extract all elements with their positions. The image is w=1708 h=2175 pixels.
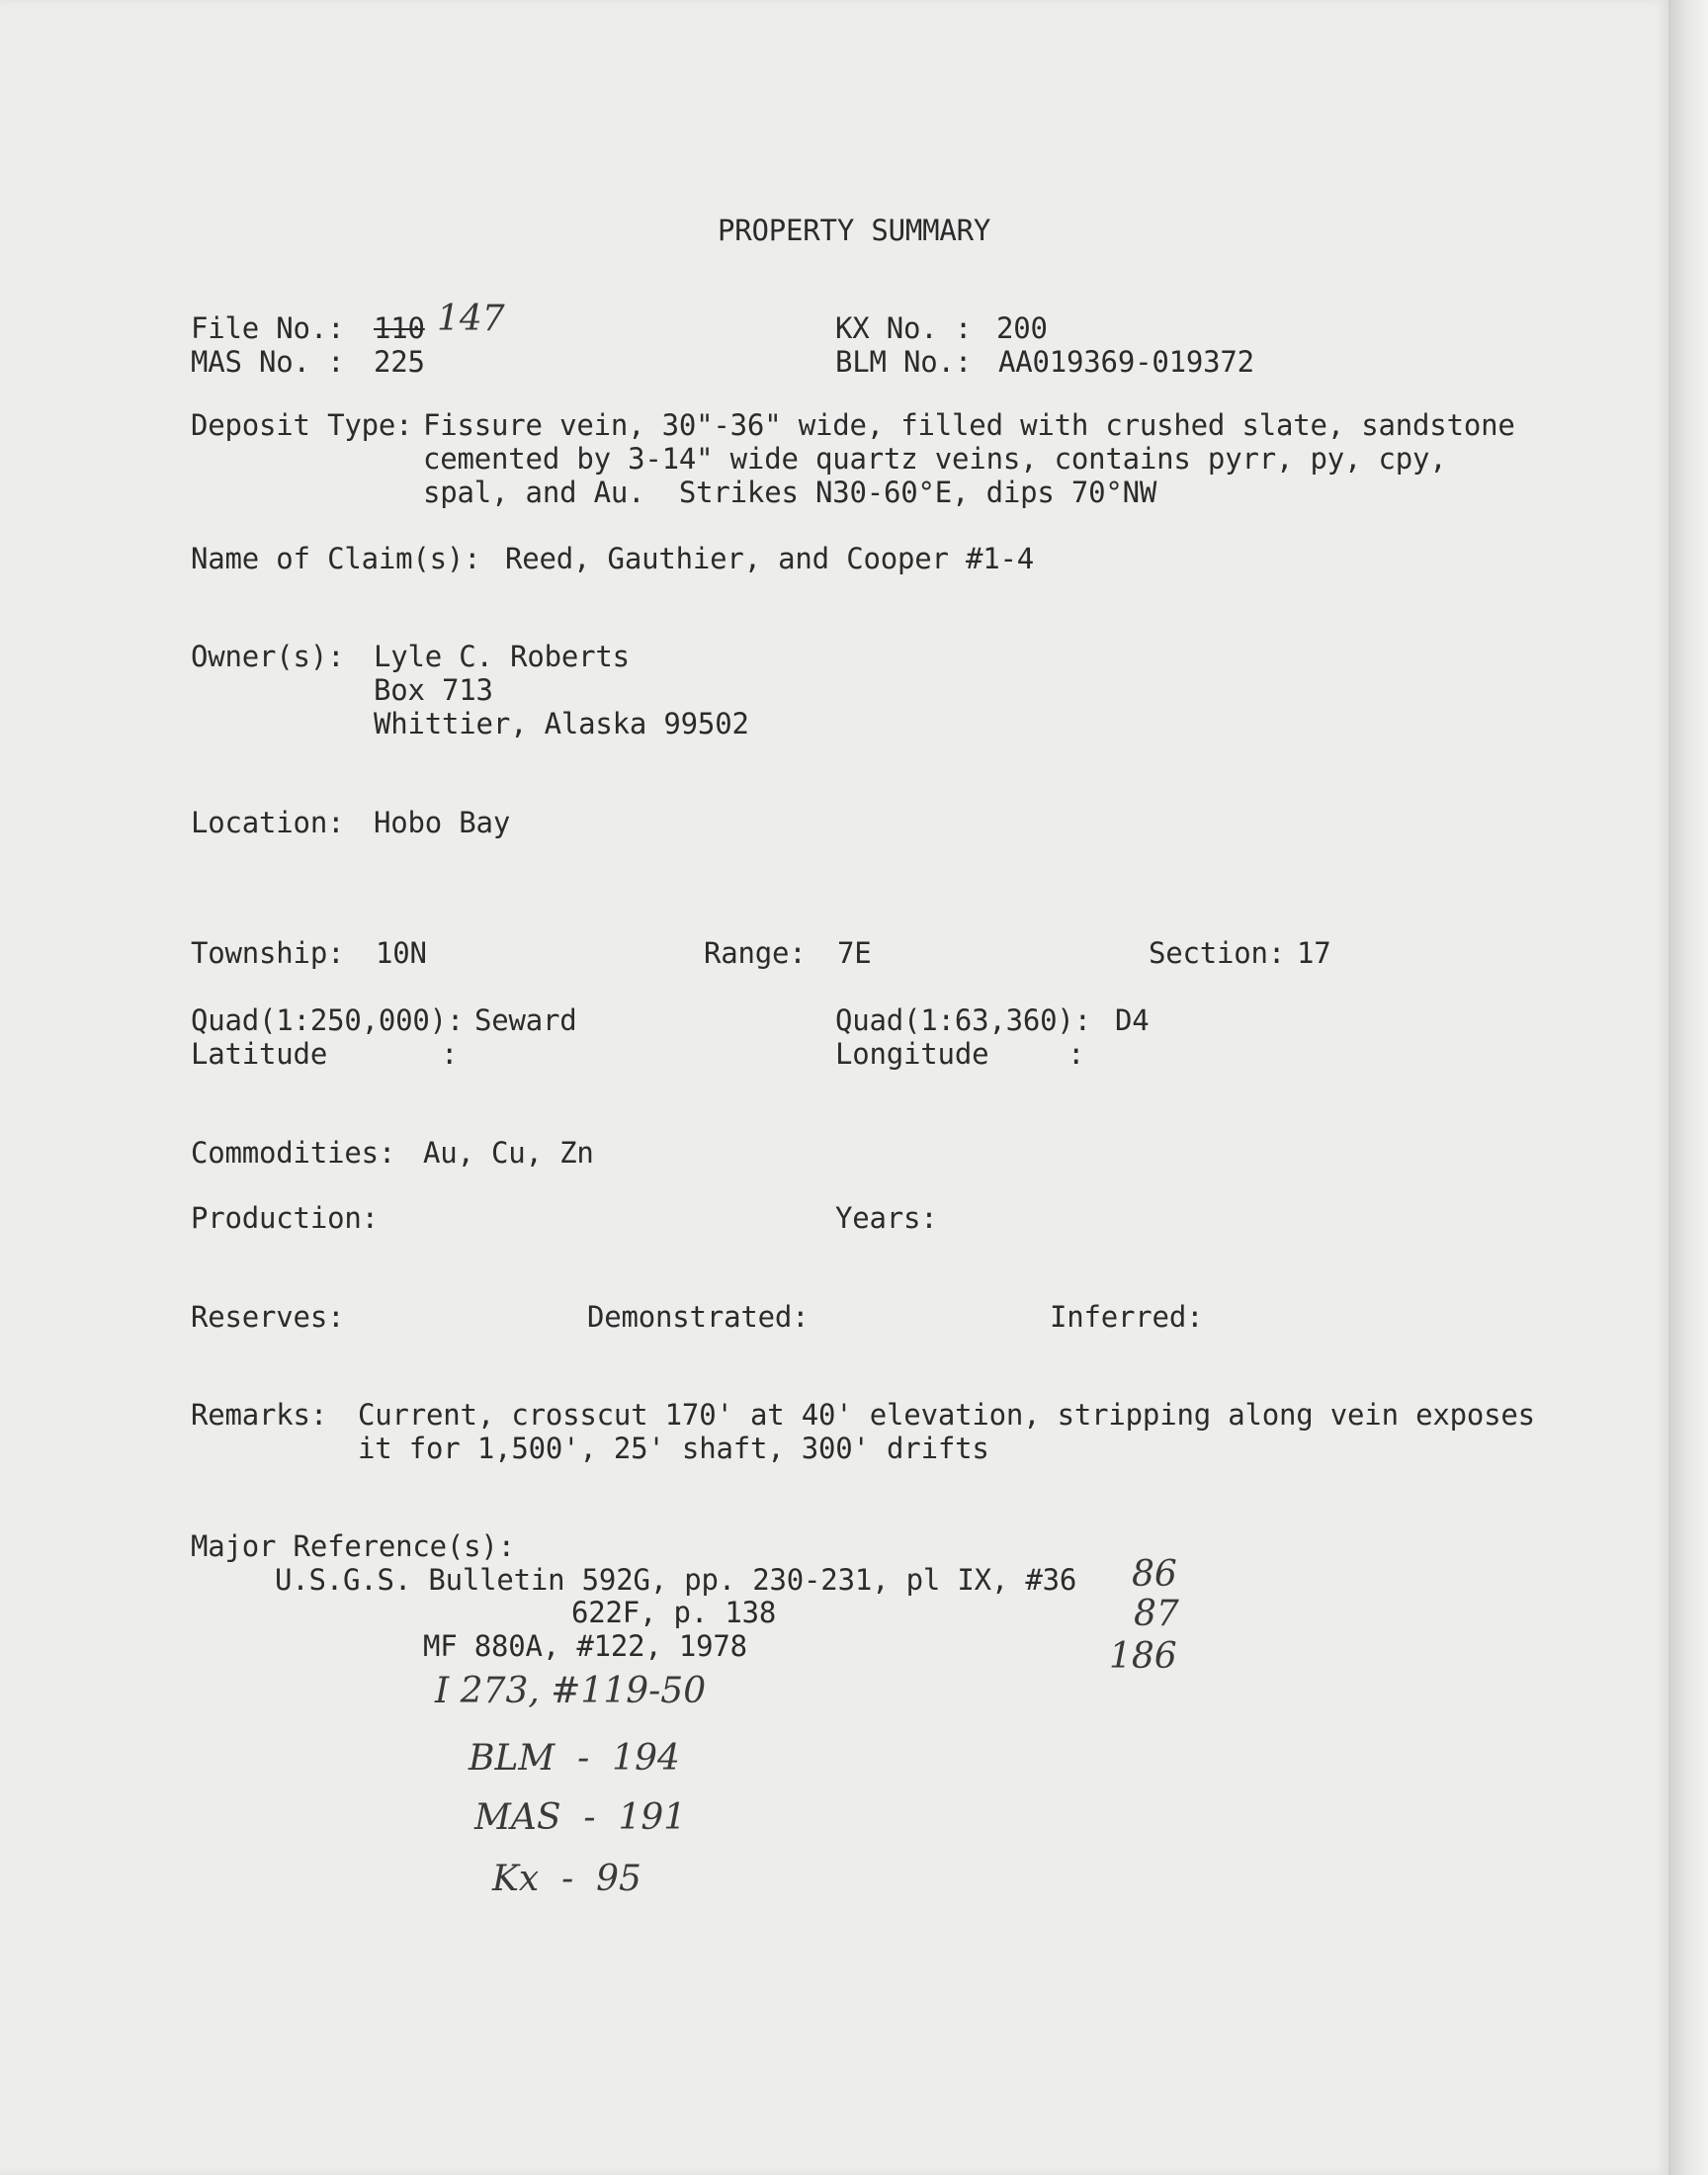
deposit-type-line: cemented by 3-14" wide quartz veins, contains pyrr, py, cpy,	[423, 442, 1447, 476]
remarks-line: it for 1,500', 25' shaft, 300' drifts	[358, 1432, 989, 1465]
township-label: Township:	[191, 936, 345, 970]
handwritten-note: I 273, #119-50	[435, 1671, 707, 1711]
deposit-type-label: Deposit Type:	[191, 408, 413, 442]
owner-label: Owner(s):	[191, 640, 345, 673]
reserves-label: Reserves:	[191, 1300, 345, 1334]
quad-250-label: Quad(1:250,000):	[191, 1003, 465, 1037]
handwritten-page-number: 86	[1132, 1554, 1177, 1595]
section-value: 17	[1297, 936, 1331, 970]
location-label: Location:	[191, 806, 345, 839]
quad-63-label: Quad(1:63,360):	[835, 1003, 1091, 1037]
remarks-line: Current, crosscut 170' at 40' elevation, stripping along vein exposes	[358, 1398, 1535, 1432]
owner-line: Box 713	[374, 673, 493, 707]
commodities-label: Commodities:	[191, 1136, 396, 1170]
kx-no-value: 200	[996, 311, 1048, 345]
handwritten-note: BLM - 194	[469, 1738, 680, 1779]
location-value: Hobo Bay	[374, 806, 511, 839]
reference-line: U.S.G.S. Bulletin 592G, pp. 230-231, pl IX, #36	[275, 1563, 1077, 1597]
page-title: PROPERTY SUMMARY	[718, 214, 991, 247]
file-no-handwritten-value: 147	[437, 299, 505, 339]
blm-no-value: AA019369-019372	[998, 345, 1254, 379]
remarks-label: Remarks:	[191, 1398, 328, 1432]
owner-line: Lyle C. Roberts	[374, 640, 630, 673]
reference-line: 622F, p. 138	[571, 1596, 777, 1629]
reference-line: MF 880A, #122, 1978	[423, 1629, 747, 1663]
references-label: Major Reference(s):	[191, 1529, 515, 1563]
commodities-value: Au, Cu, Zn	[423, 1136, 594, 1170]
file-no-struck-value: 110	[374, 311, 425, 345]
handwritten-page-number: 186	[1109, 1636, 1177, 1677]
mas-no-label: MAS No. :	[191, 345, 345, 379]
quad-63-value: D4	[1115, 1003, 1150, 1037]
quad-250-value: Seward	[474, 1003, 577, 1037]
range-label: Range:	[704, 936, 807, 970]
years-label: Years:	[835, 1201, 938, 1235]
deposit-type-line: Fissure vein, 30"-36" wide, filled with crushed slate, sandstone	[423, 408, 1515, 442]
kx-no-label: KX No. :	[835, 311, 973, 345]
owner-line: Whittier, Alaska 99502	[374, 707, 749, 740]
inferred-label: Inferred:	[1050, 1300, 1204, 1334]
handwritten-note: Kx - 95	[492, 1859, 641, 1899]
latitude-label: Latitude	[191, 1037, 328, 1071]
claims-label: Name of Claim(s):	[191, 542, 481, 575]
township-value: 10N	[376, 936, 427, 970]
production-label: Production:	[191, 1201, 379, 1235]
demonstrated-label: Demonstrated:	[587, 1300, 810, 1334]
handwritten-note: MAS - 191	[474, 1797, 687, 1838]
longitude-label: Longitude	[835, 1037, 989, 1071]
blm-no-label: BLM No.:	[835, 345, 973, 379]
longitude-value: :	[1068, 1037, 1085, 1071]
section-label: Section:	[1149, 936, 1286, 970]
mas-no-value: 225	[374, 345, 425, 379]
handwritten-page-number: 87	[1134, 1594, 1179, 1634]
deposit-type-line: spal, and Au. Strikes N30-60°E, dips 70°NW	[423, 476, 1157, 509]
range-value: 7E	[837, 936, 872, 970]
page-edge	[1668, 0, 1708, 2175]
file-no-label: File No.:	[191, 311, 345, 345]
claims-value: Reed, Gauthier, and Cooper #1-4	[505, 542, 1035, 575]
latitude-value: :	[441, 1037, 459, 1071]
